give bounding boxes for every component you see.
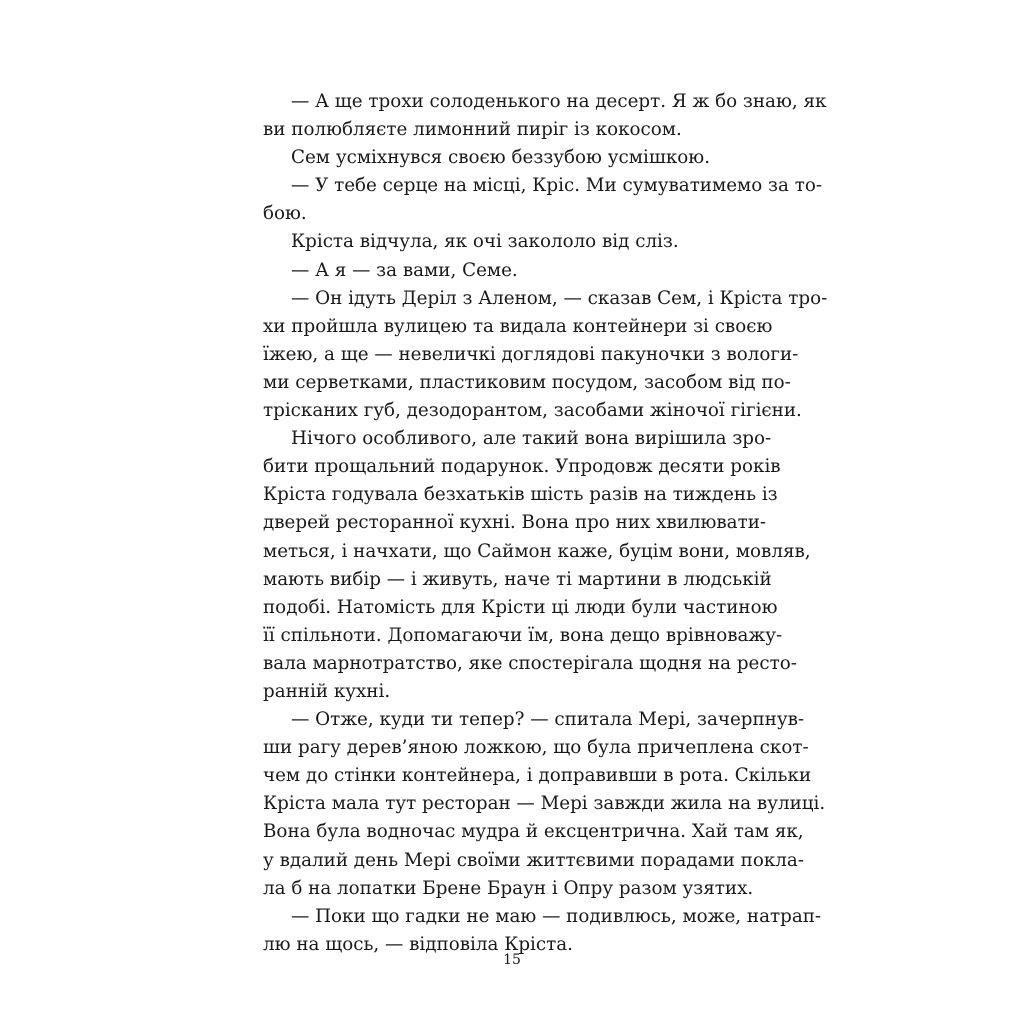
text-line: — Он ідуть Деріл з Аленом, — сказав Сем, і Кріста тро- xyxy=(291,287,828,309)
body-text xyxy=(263,88,828,959)
text-line: — А ще трохи солоденького на десерт. Я ж бо знаю, як xyxy=(291,91,827,112)
page-number: 15 xyxy=(503,952,521,968)
text-line: чем до стінки контейнера, і доправивши в рота. Скільки xyxy=(263,765,812,787)
text-line: лю на щось, — відповіла Кріста. xyxy=(263,933,573,955)
text-line: ранній кухні. xyxy=(263,680,391,702)
text-line: дверей ресторанної кухні. Вона про них хвилювати- xyxy=(263,512,767,534)
text-line: Кріста годувала безхатьків шість разів на тиждень із xyxy=(263,484,778,506)
text-line: Нічого особливого, але такий вона вирішила зро- xyxy=(291,428,772,450)
text-line: — Поки що гадки не маю — подивлюсь, може, натрап- xyxy=(291,905,822,927)
text-line: Кріста мала тут ресторан — Мері завжди жила на вулиці. xyxy=(263,793,826,815)
text-line: її спільноти. Допомагаючи їм, вона дещо врівноважу- xyxy=(263,624,783,646)
text-line: бити прощальний подарунок. Упродовж десяти років xyxy=(263,456,781,478)
text-line: — Отже, куди ти тепер? — спитала Мері, зачерпнув- xyxy=(291,709,805,731)
text-line: подобі. Натомість для Крісти ці люди були частиною xyxy=(263,596,778,618)
text-line: Вона була водночас мудра й ексцентрична. Хай там як, xyxy=(263,821,804,843)
text-line: меться, і начхати, що Саймон каже, буцім вони, мовляв, xyxy=(263,540,811,562)
text-line: вала марнотратство, яке спостерігала щодня на ресто- xyxy=(263,652,797,674)
text-line: ши рагу дерев’яною ложкою, що була причеплена скот- xyxy=(263,737,809,759)
text-line: Сем усміхнувся своєю беззубою усмішкою. xyxy=(291,147,711,169)
text-line: Кріста відчула, як очі закололо від сліз. xyxy=(291,231,679,253)
text-line: — А я — за вами, Семе. xyxy=(291,259,518,281)
text-line: ми серветками, пластиковим посудом, засобом від по- xyxy=(263,371,791,393)
text-line: ла б на лопатки Брене Браун і Опру разом узятих. xyxy=(263,877,754,899)
text-line: трісканих губ, дезодорантом, засобами жіночої гігієни. xyxy=(263,400,802,422)
text-line: мають вибір — і живуть, наче ті мартини в людській xyxy=(263,568,772,590)
text-line: у вдалий день Мері своїми життєвими порадами покла- xyxy=(263,849,804,871)
text-line: їжею, а ще — невеличкі доглядові пакуночки з вологи- xyxy=(263,343,799,365)
text-line: ви полюбляєте лимонний пиріг із кокосом. xyxy=(263,119,682,141)
text-line: хи пройшла вулицею та видала контейнери зі своєю xyxy=(263,315,773,337)
text-line: — У тебе серце на місці, Кріс. Ми сумуватимемо за то- xyxy=(291,175,823,197)
text-line: бою. xyxy=(263,203,307,225)
